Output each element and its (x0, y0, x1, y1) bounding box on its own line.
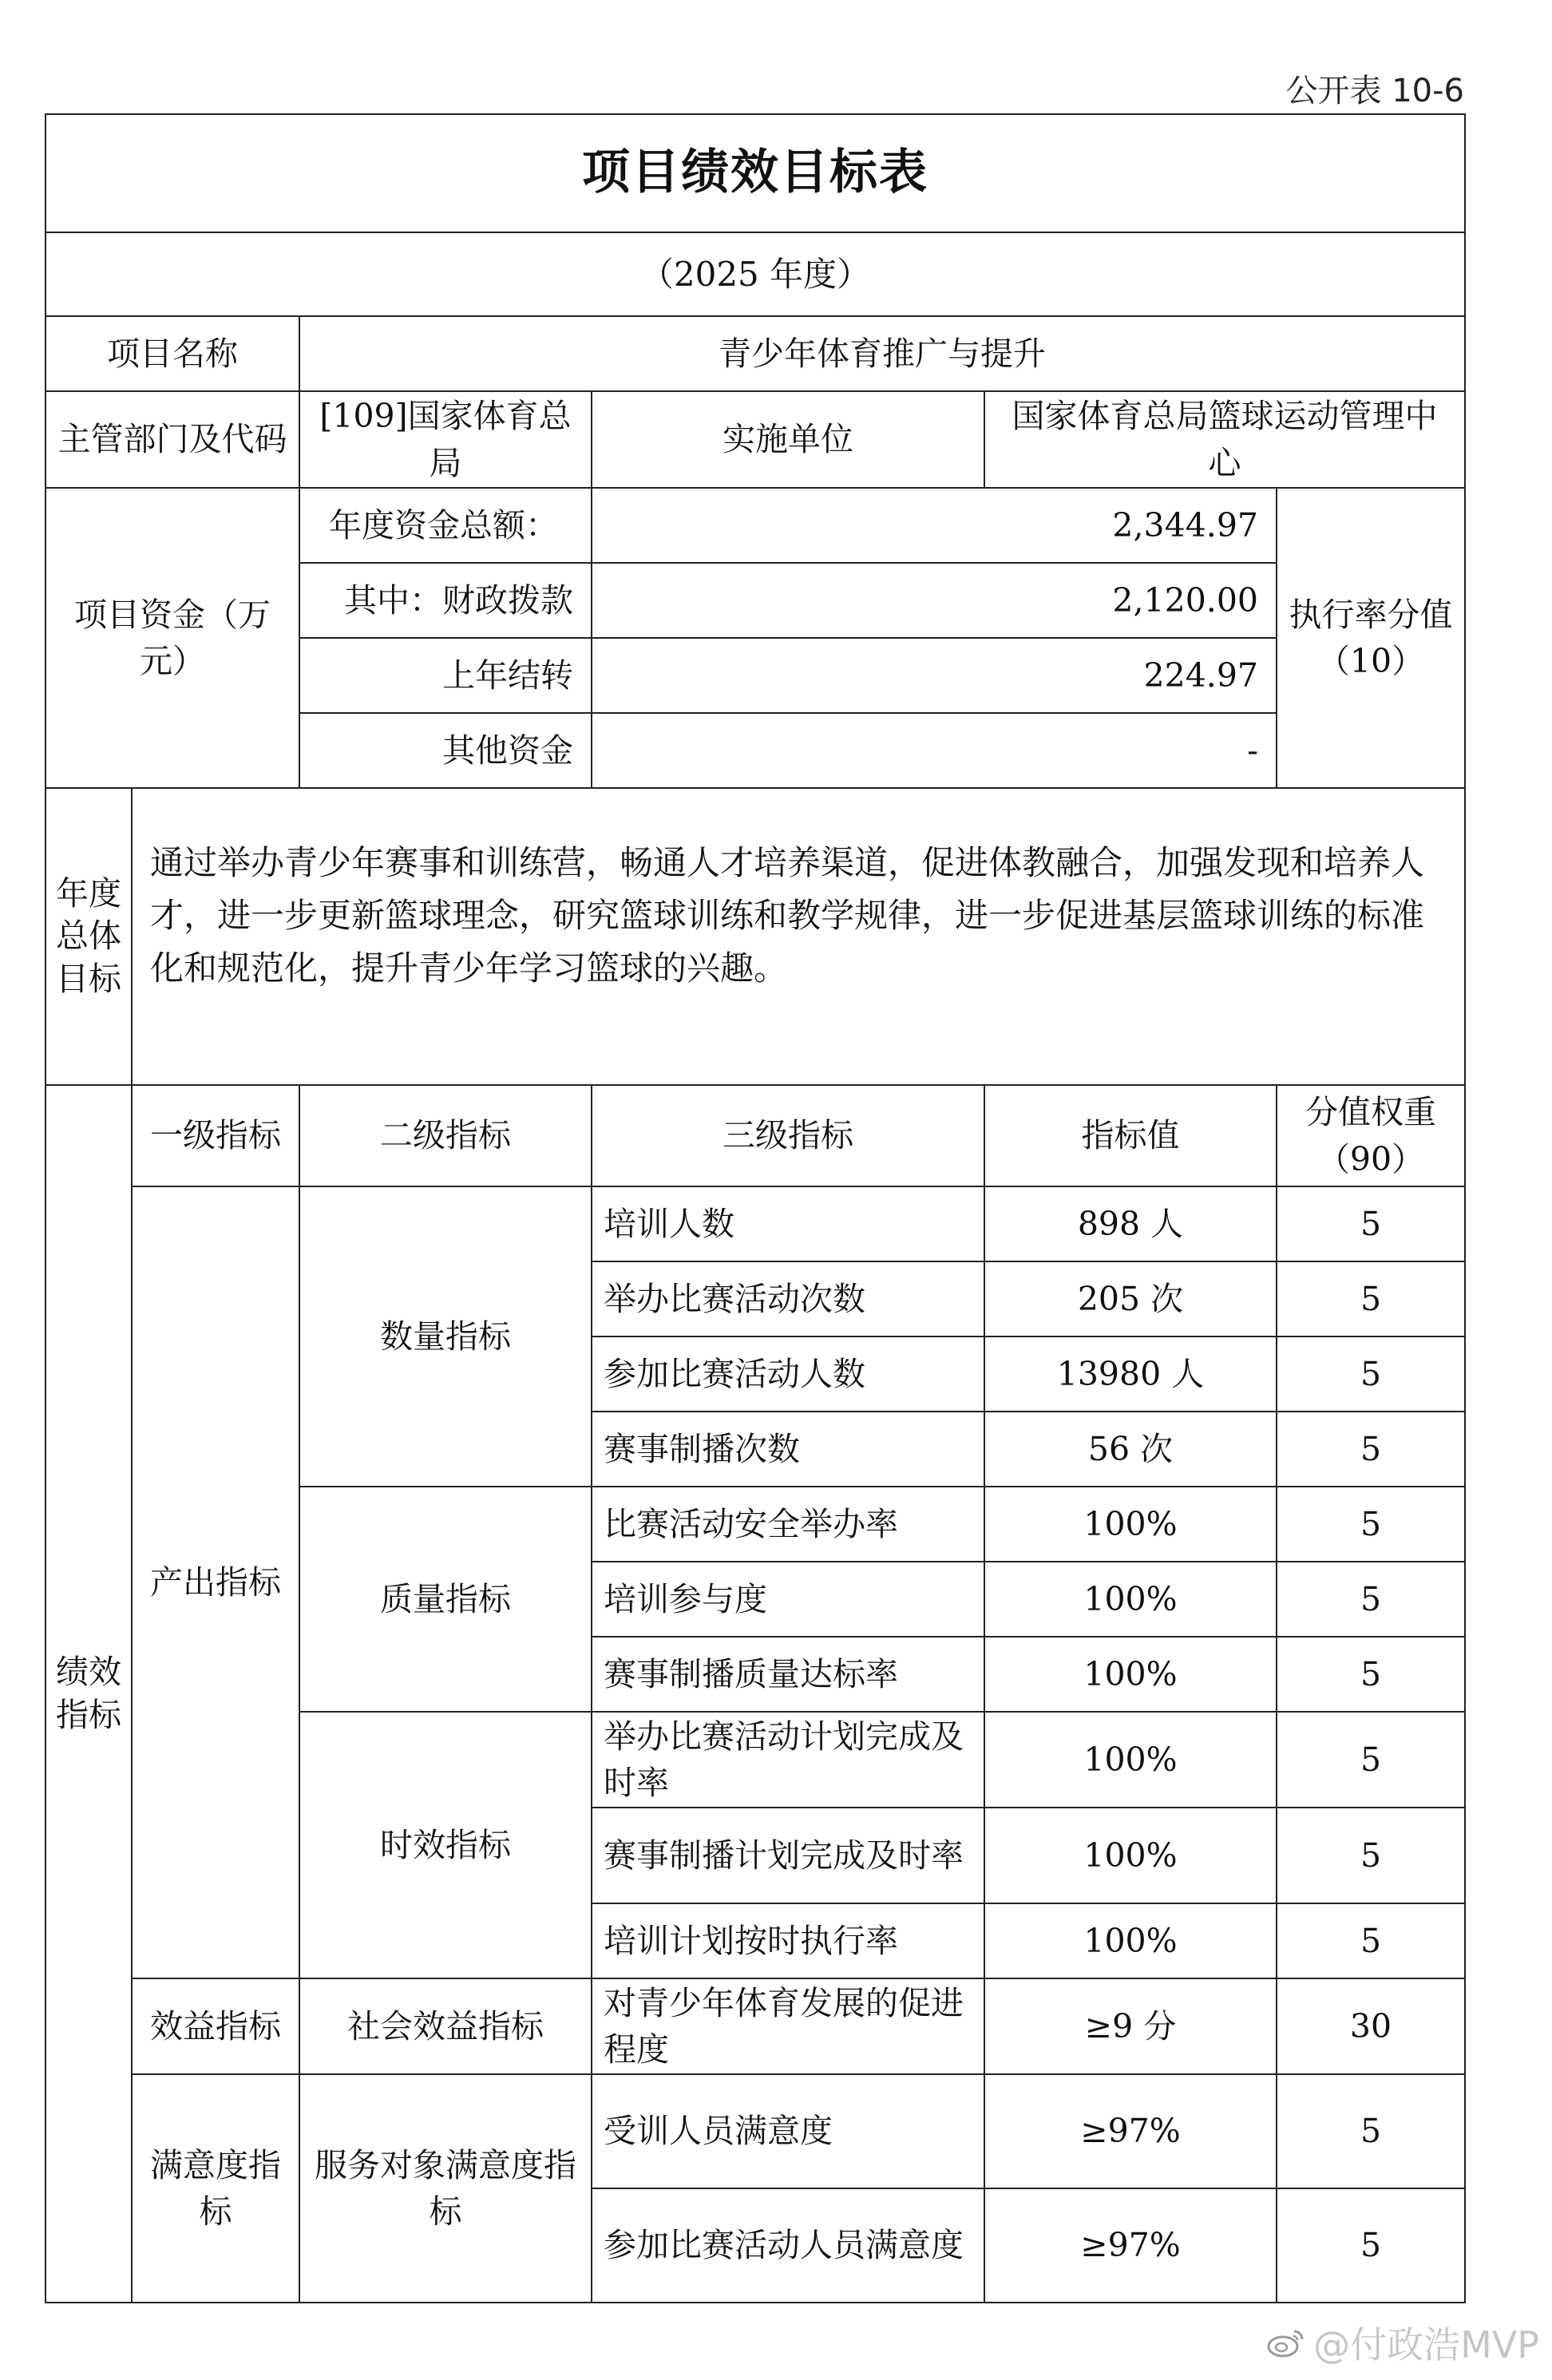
indicator-name: 赛事制播次数 (592, 1412, 984, 1487)
project-name-label: 项目名称 (46, 316, 299, 391)
funds-fiscal-value: 2,120.00 (592, 563, 1277, 638)
funds-other-label: 其他资金 (299, 713, 592, 788)
table-row (46, 1186, 1465, 1261)
indicator-name: 参加比赛活动人数 (592, 1337, 984, 1412)
funds-total-label: 年度资金总额： (299, 488, 592, 563)
indicator-value: ≥97% (984, 2074, 1277, 2188)
indicator-weight: 5 (1277, 1337, 1465, 1412)
indicator-value: 898 人 (984, 1186, 1277, 1261)
indicator-name: 培训人数 (592, 1186, 984, 1261)
funds-total-value: 2,344.97 (592, 488, 1277, 563)
indicator-name: 举办比赛活动次数 (592, 1261, 984, 1337)
indicator-weight: 5 (1277, 2188, 1465, 2303)
execution-rate-score: 执行率分值（10） (1277, 488, 1465, 788)
level1-benefit: 效益指标 (132, 1978, 299, 2074)
indicator-value: ≥97% (984, 2188, 1277, 2303)
watermark (1267, 2316, 1539, 2369)
indicator-weight: 5 (1277, 1261, 1465, 1337)
indicator-weight: 5 (1277, 1808, 1465, 1903)
indicator-name: 比赛活动安全举办率 (592, 1487, 984, 1562)
header-indicator-value: 指标值 (984, 1085, 1277, 1186)
department-label: 主管部门及代码 (46, 391, 299, 488)
indicator-name: 培训计划按时执行率 (592, 1903, 984, 1978)
indicator-name: 赛事制播质量达标率 (592, 1637, 984, 1712)
indicator-weight: 5 (1277, 1412, 1465, 1487)
fiscal-year: （2025 年度） (46, 232, 1465, 316)
level2-quality: 质量指标 (299, 1487, 592, 1712)
level2-timeliness: 时效指标 (299, 1712, 592, 1978)
department-value: [109]国家体育总局 (299, 391, 592, 488)
indicator-weight: 30 (1277, 1978, 1465, 2074)
annual-goal-label: 年度总体目标 (46, 788, 132, 1085)
level2-social-benefit: 社会效益指标 (299, 1978, 592, 2074)
indicator-weight: 5 (1277, 1186, 1465, 1261)
performance-indicators-label: 绩效指标 (46, 1085, 132, 2303)
indicator-weight: 5 (1277, 1903, 1465, 1978)
table-row (46, 2074, 1465, 2188)
indicator-value: 13980 人 (984, 1337, 1277, 1412)
indicator-name: 受训人员满意度 (592, 2074, 984, 2188)
indicator-value: 56 次 (984, 1412, 1277, 1487)
indicator-value: 100% (984, 1562, 1277, 1637)
indicator-value: 100% (984, 1903, 1277, 1978)
indicator-value: 100% (984, 1487, 1277, 1562)
level1-satisfaction: 满意度指标 (132, 2074, 299, 2303)
annual-goal-text: 通过举办青少年赛事和训练营，畅通人才培养渠道，促进体教融合，加强发现和培养人才，进一步更新篮球理念，研究篮球训练和教学规律，进一步促进基层篮球训练的标准化和规范化，提升青少年学习篮球的兴趣。 (132, 788, 1465, 1085)
indicator-weight: 5 (1277, 2074, 1465, 2188)
page-title: 项目绩效目标表 (46, 114, 1465, 232)
implementing-unit-value: 国家体育总局篮球运动管理中心 (984, 391, 1465, 488)
header-weight: 分值权重（90） (1277, 1085, 1465, 1186)
table-row (46, 1978, 1465, 2074)
funds-carryover-label: 上年结转 (299, 638, 592, 713)
indicator-name: 培训参与度 (592, 1562, 984, 1637)
indicator-value: 100% (984, 1808, 1277, 1903)
indicator-value: ≥9 分 (984, 1978, 1277, 2074)
level2-service-satisfaction: 服务对象满意度指标 (299, 2074, 592, 2303)
indicator-value: 100% (984, 1712, 1277, 1808)
funds-label: 项目资金（万元） (46, 488, 299, 788)
table-number-label: 公开表 10-6 (1285, 73, 1464, 109)
indicator-name: 对青少年体育发展的促进程度 (592, 1978, 984, 2074)
header-level3: 三级指标 (592, 1085, 984, 1186)
indicator-name: 举办比赛活动计划完成及时率 (592, 1712, 984, 1808)
implementing-unit-label: 实施单位 (592, 391, 984, 488)
weibo-icon (1267, 2327, 1305, 2358)
level2-quantity: 数量指标 (299, 1186, 592, 1487)
indicator-value: 100% (984, 1637, 1277, 1712)
project-name-value: 青少年体育推广与提升 (299, 316, 1465, 391)
indicator-weight: 5 (1277, 1637, 1465, 1712)
indicator-name: 参加比赛活动人员满意度 (592, 2188, 984, 2303)
funds-fiscal-label: 其中：财政拨款 (299, 563, 592, 638)
funds-other-value: - (592, 713, 1277, 788)
indicator-name: 赛事制播计划完成及时率 (592, 1808, 984, 1903)
watermark-text: @付政浩MVP (1313, 2323, 1539, 2366)
indicator-weight: 5 (1277, 1562, 1465, 1637)
indicator-weight: 5 (1277, 1712, 1465, 1808)
funds-carryover-value: 224.97 (592, 638, 1277, 713)
header-level2: 二级指标 (299, 1085, 592, 1186)
indicator-value: 205 次 (984, 1261, 1277, 1337)
header-level1: 一级指标 (132, 1085, 299, 1186)
performance-goal-table (45, 113, 1466, 2303)
indicator-weight: 5 (1277, 1487, 1465, 1562)
level1-output: 产出指标 (132, 1186, 299, 1978)
